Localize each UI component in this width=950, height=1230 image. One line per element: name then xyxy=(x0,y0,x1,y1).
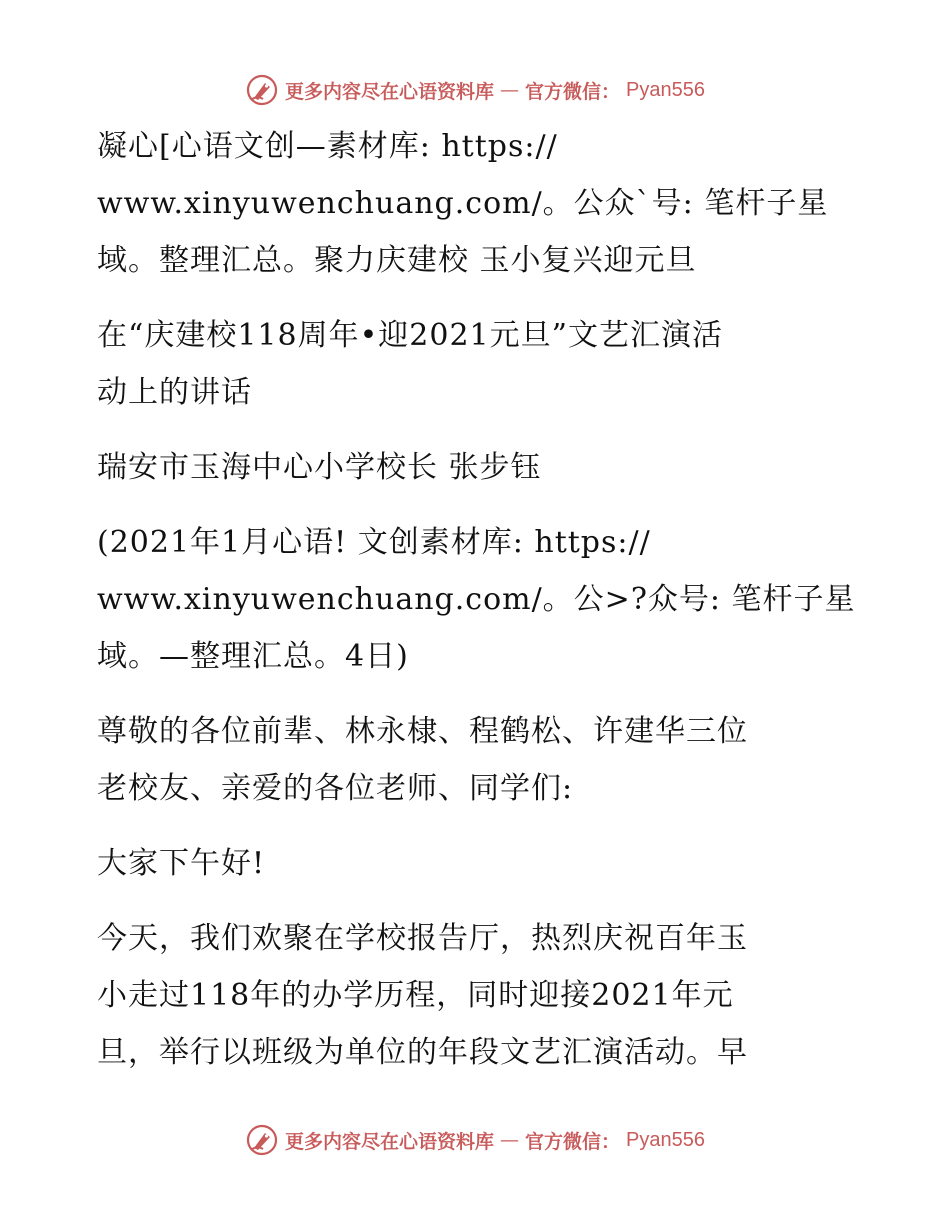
text-line: 大家下午好! xyxy=(97,846,266,881)
text-line: 动上的讲话 xyxy=(97,375,252,410)
banner-official-label: 官方微信： xyxy=(525,1130,621,1153)
paragraph-greeting xyxy=(97,835,837,892)
paragraph-body xyxy=(97,910,837,1081)
text-line: www.xinyuwenchuang.com/。公众`号: 笔杆子星 xyxy=(97,186,829,221)
text-line: 在“庆建校118周年•迎2021元旦”文艺汇演活 xyxy=(97,318,723,353)
pen-nib-logo-icon xyxy=(245,1123,279,1157)
paragraph-intro xyxy=(97,118,837,289)
banner-official-label: 官方微信： xyxy=(525,80,621,103)
paragraph-speaker xyxy=(97,439,837,496)
banner-separator: — xyxy=(500,1129,520,1151)
banner-wechat-handle: Pyan556 xyxy=(626,1128,705,1151)
text-line: 旦，举行以班级为单位的年段文艺汇演活动。早 xyxy=(97,1035,748,1070)
document-body xyxy=(97,118,856,1081)
paragraph-salutation xyxy=(97,703,837,817)
text-line: 尊敬的各位前辈、林永棣、程鹤松、许建华三位 xyxy=(97,714,748,749)
text-line: 老校友、亲爱的各位老师、同学们: xyxy=(97,771,574,806)
banner-wechat-handle: Pyan556 xyxy=(626,78,705,101)
banner-main-text: 更多内容尽在心语资料库 xyxy=(285,1130,495,1153)
banner-separator: — xyxy=(500,79,520,101)
paragraph-date xyxy=(97,514,856,685)
text-line: 凝心[心语文创—素材库: https:// xyxy=(97,129,558,164)
header-banner xyxy=(0,70,950,110)
text-line: 域。整理汇总。聚力庆建校 玉小复兴迎元旦 xyxy=(97,243,697,278)
footer-banner xyxy=(0,1120,950,1160)
text-line: (2021年1月心语! 文创素材库: https:// xyxy=(97,525,651,560)
text-line: 今天，我们欢聚在学校报告厅，热烈庆祝百年玉 xyxy=(97,921,748,956)
banner-main-text: 更多内容尽在心语资料库 xyxy=(285,80,495,103)
text-line: 小走过118年的办学历程，同时迎接2021年元 xyxy=(97,978,734,1013)
paragraph-speech-title xyxy=(97,307,837,421)
pen-nib-logo-icon xyxy=(245,73,279,107)
text-line: 域。—整理汇总。4日) xyxy=(97,639,409,674)
text-line: 瑞安市玉海中心小学校长 张步钰 xyxy=(97,450,542,485)
text-line: www.xinyuwenchuang.com/。公>?众号: 笔杆子星 xyxy=(97,582,856,617)
